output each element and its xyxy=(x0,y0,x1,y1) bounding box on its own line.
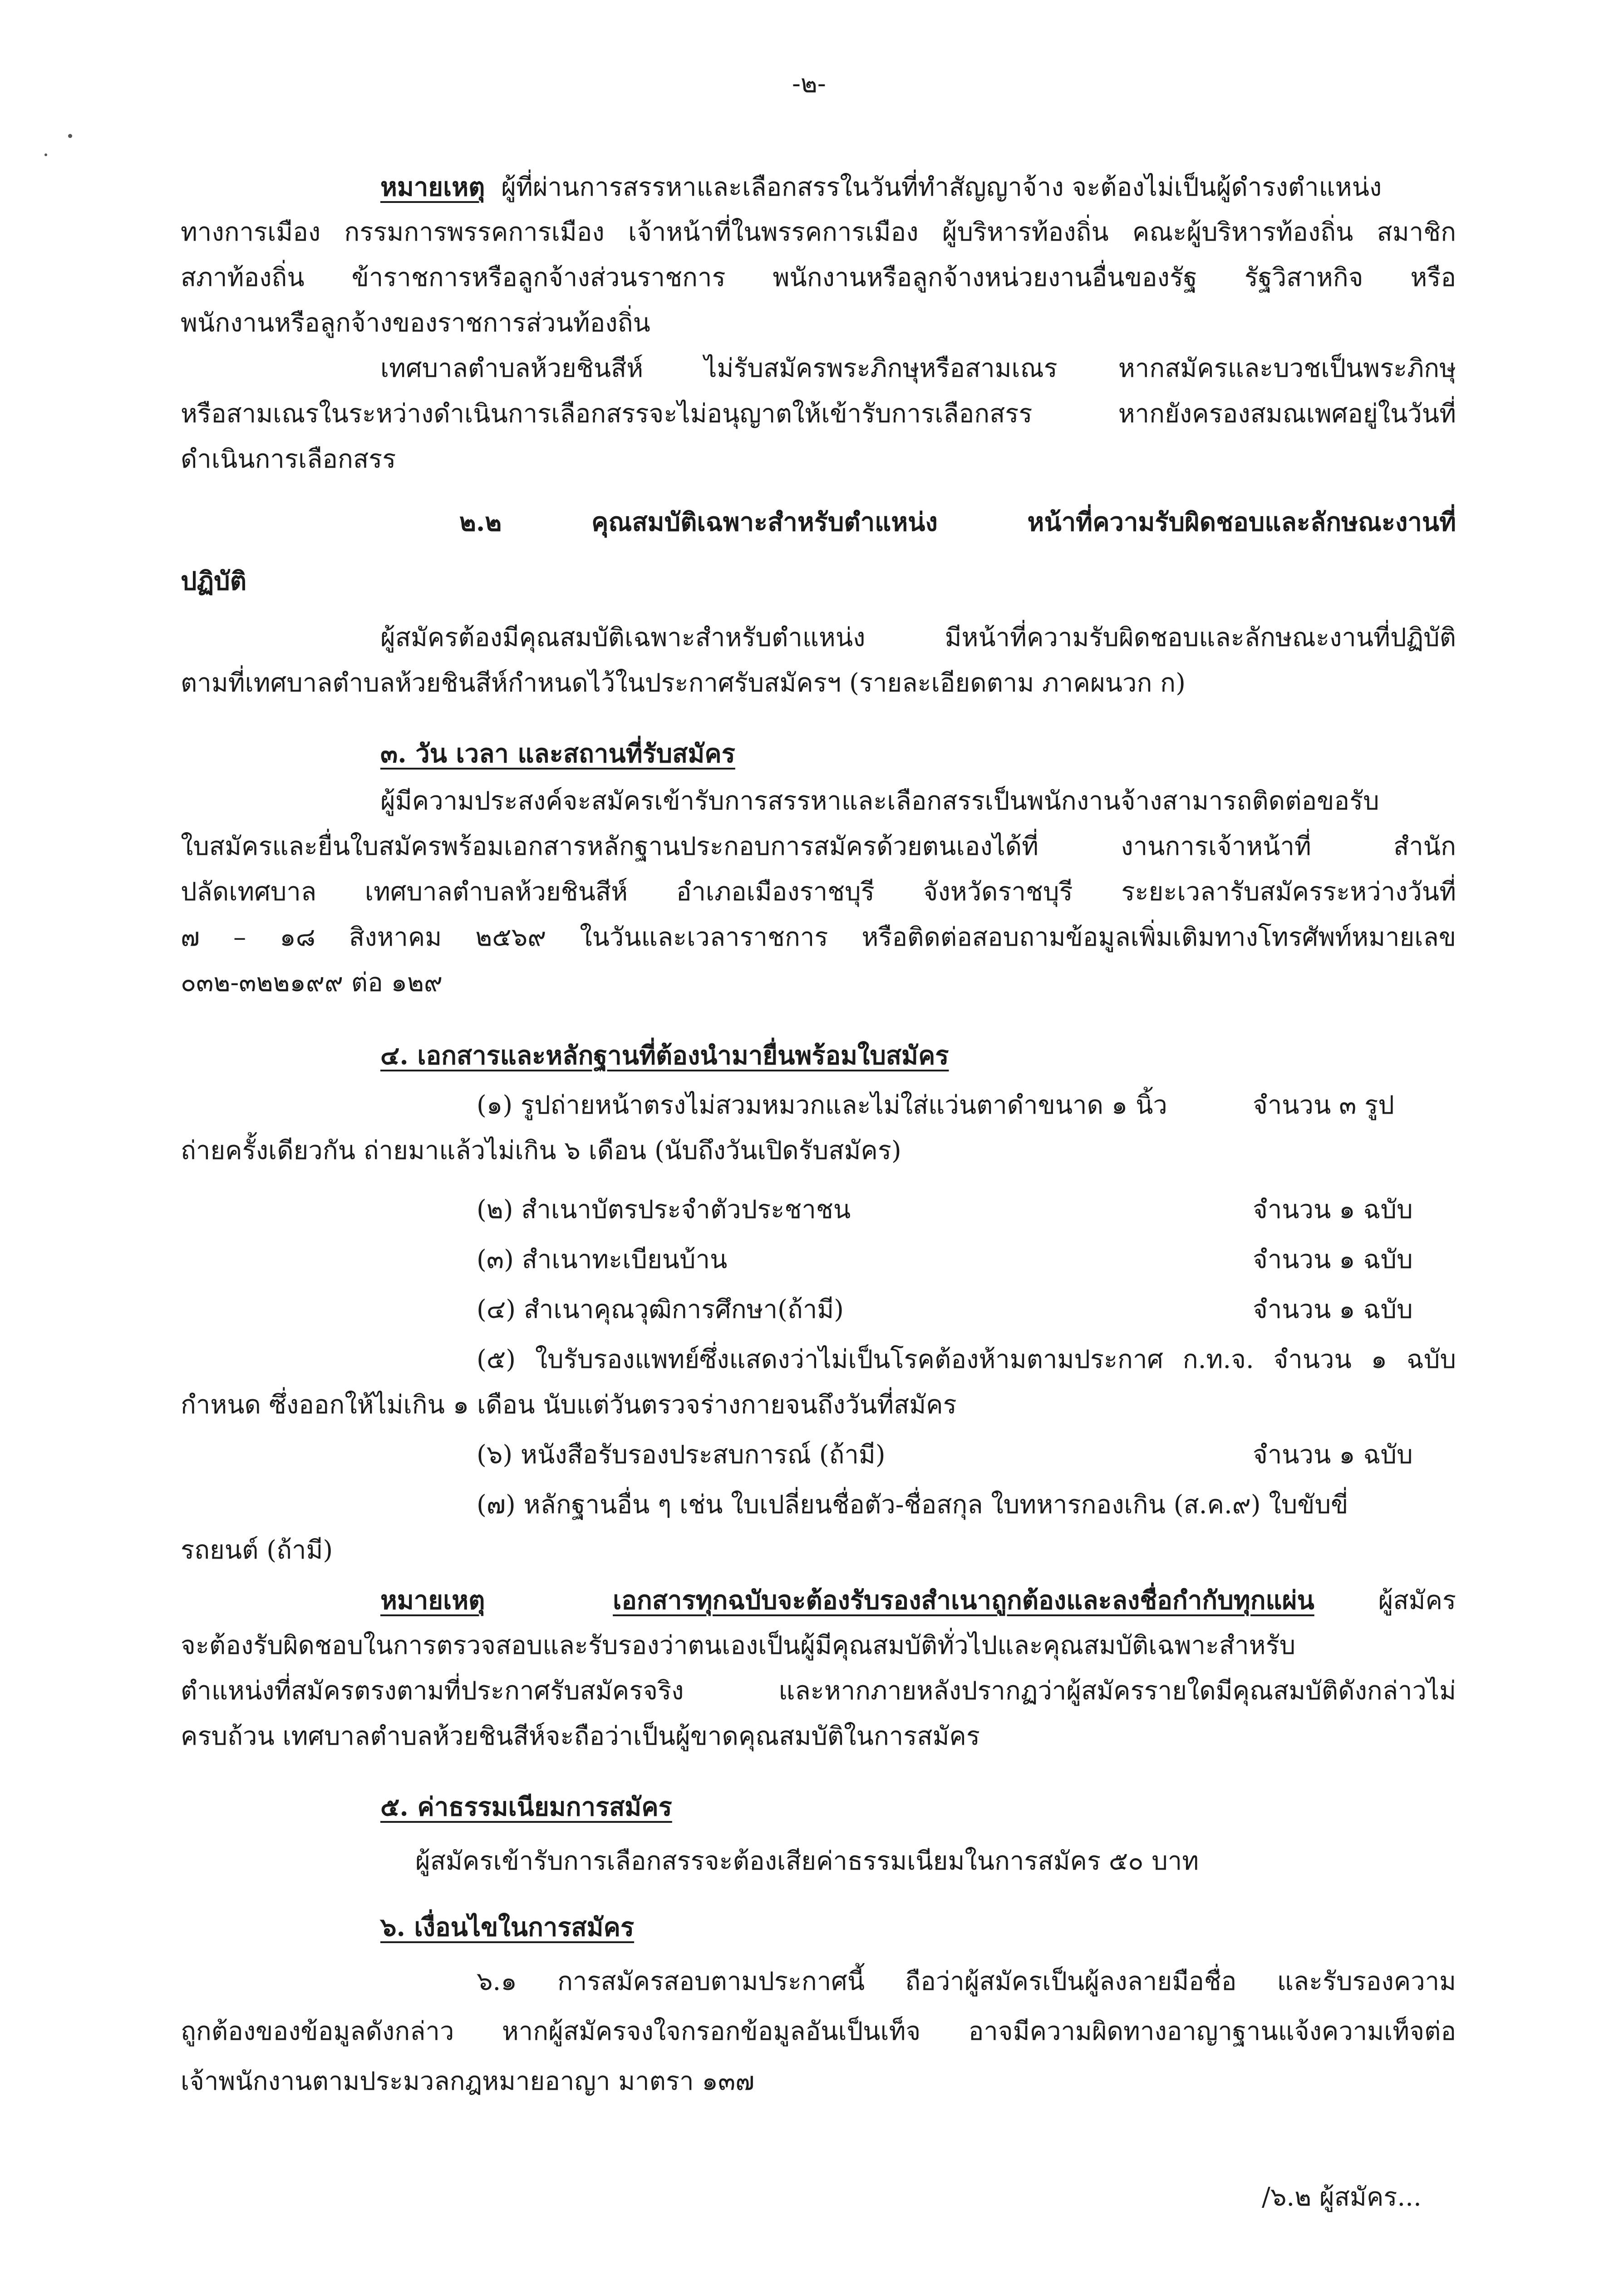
document-item-7: (๗) หลักฐานอื่น ๆ เช่น ใบเปลี่ยนชื่อตัว-ชื่อสกุล ใบทหารกองเกิน (ส.ค.๙) ใบขับขี่ xyxy=(477,1490,1348,1520)
document-item-7-cont: รถยนต์ (ถ้ามี) xyxy=(181,1535,333,1565)
note1-label: หมายเหตุ xyxy=(380,172,485,202)
monk-line2: หรือสามเณรในระหว่างดำเนินการเลือกสรรจะไม่อนุญาตให้เข้ารับการเลือกสรร หากยังครองสมณเพศอยู่ในวันที่ xyxy=(181,399,1456,429)
note2-label: หมายเหตุ xyxy=(380,1585,485,1615)
document-item-5: (๕) ใบรับรองแพทย์ซึ่งแสดงว่าไม่เป็นโรคต้องห้ามตามประกาศ ก.ท.จ. จำนวน ๑ ฉบับ xyxy=(477,1345,1456,1374)
scan-speck xyxy=(44,153,47,156)
section-3-line1: ผู้มีความประสงค์จะสมัครเข้ารับการสรรหาและเลือกสรรเป็นพนักงานจ้างสามารถติดต่อขอรับ xyxy=(380,786,1379,816)
section-3-line2: ใบสมัครและยื่นใบสมัครพร้อมเอกสารหลักฐานประกอบการสมัครด้วยตนเองได้ที่ งานการเจ้าหน้าที่ สำนัก xyxy=(181,832,1456,861)
section-5-line1: ผู้สมัครเข้ารับการเลือกสรรจะต้องเสียค่าธรรมเนียมในการสมัคร ๕๐ บาท xyxy=(415,1846,1199,1876)
document-item-1: (๑) รูปถ่ายหน้าตรงไม่สวมหมวกและไม่ใส่แว่นตาดำขนาด ๑ นิ้ว xyxy=(477,1091,1167,1120)
section-3-line4: ๗ – ๑๘ สิงหาคม ๒๕๖๙ ในวันและเวลาราชการ หรือติดต่อสอบถามข้อมูลเพิ่มเติมทางโทรศัพท์หมายเลข xyxy=(181,923,1456,952)
monk-line3: ดำเนินการเลือกสรร xyxy=(181,444,396,474)
section-3-line5: ๐๓๒-๓๒๒๑๙๙ ต่อ ๑๒๙ xyxy=(181,968,443,997)
note2-emphasis: เอกสารทุกฉบับจะต้องรับรองสำเนาถูกต้องและลงชื่อกำกับทุกแผ่น xyxy=(613,1585,1314,1615)
scan-speck xyxy=(68,134,72,138)
document-item-4: (๔) สำเนาคุณวุฒิการศึกษา(ถ้ามี) xyxy=(477,1295,844,1324)
note2-line2: จะต้องรับผิดชอบในการตรวจสอบและรับรองว่าตนเองเป็นผู้มีคุณสมบัติทั่วไปและคุณสมบัติเฉพาะสำหรับ xyxy=(181,1631,1296,1660)
note1-line4: พนักงานหรือลูกจ้างของราชการส่วนท้องถิ่น xyxy=(181,308,650,338)
document-item-1-cont: ถ่ายครั้งเดียวกัน ถ่ายมาแล้วไม่เกิน ๖ เดือน (นับถึงวันเปิดรับสมัคร) xyxy=(181,1136,901,1165)
section-6-heading: ๖. เงื่อนไขในการสมัคร xyxy=(380,1912,635,1942)
section-2-2-heading-cont: ปฏิบัติ xyxy=(181,566,247,596)
page-number: -๒- xyxy=(792,69,826,99)
document-item-6: (๖) หนังสือรับรองประสบการณ์ (ถ้ามี) xyxy=(477,1440,886,1470)
section-6-line1: ๖.๑ การสมัครสอบตามประกาศนี้ ถือว่าผู้สมัครเป็นผู้ลงลายมือชื่อ และรับรองความ xyxy=(477,1967,1456,1996)
document-item-2: (๒) สำเนาบัตรประจำตัวประชาชน xyxy=(477,1195,851,1224)
section-5-heading: ๕. ค่าธรรมเนียมการสมัคร xyxy=(380,1792,672,1822)
section-2-2-heading: ๒.๒ คุณสมบัติเฉพาะสำหรับตำแหน่ง หน้าที่ความรับผิดชอบและลักษณะงานที่ xyxy=(459,507,1456,537)
section-2-2-line1: ผู้สมัครต้องมีคุณสมบัติเฉพาะสำหรับตำแหน่ง มีหน้าที่ความรับผิดชอบและลักษณะงานที่ปฏิบัติ xyxy=(380,623,1456,652)
document-item-4-qty: จำนวน ๑ ฉบับ xyxy=(1253,1295,1413,1324)
document-item-6-qty: จำนวน ๑ ฉบับ xyxy=(1253,1440,1413,1470)
monk-line1: เทศบาลตำบลห้วยชินสีห์ ไม่รับสมัครพระภิกษุหรือสามเณร หากสมัครและบวชเป็นพระภิกษุ xyxy=(380,354,1456,383)
note1-line3: สภาท้องถิ่น ข้าราชการหรือลูกจ้างส่วนราชการ พนักงานหรือลูกจ้างหน่วยงานอื่นของรัฐ รัฐวิสาหกิจ หรือ xyxy=(181,263,1456,292)
continuation-marker: /๖.๒ ผู้สมัคร... xyxy=(1262,2182,1422,2212)
document-item-3: (๓) สำเนาทะเบียนบ้าน xyxy=(477,1245,728,1274)
section-3-heading: ๓. วัน เวลา และสถานที่รับสมัคร xyxy=(380,739,735,769)
note2-line4: ครบถ้วน เทศบาลตำบลห้วยชินสีห์จะถือว่าเป็นผู้ขาดคุณสมบัติในการสมัคร xyxy=(181,1722,980,1751)
document-item-3-qty: จำนวน ๑ ฉบับ xyxy=(1253,1245,1413,1274)
note1-line1: หมายเหตุ ผู้ที่ผ่านการสรรหาและเลือกสรรในวันที่ทำสัญญาจ้าง จะต้องไม่เป็นผู้ดำรงตำแหน่ง xyxy=(380,172,1382,202)
section-6-line3: เจ้าพนักงานตามประมวลกฎหมายอาญา มาตรา ๑๓๗ xyxy=(181,2067,755,2096)
document-item-1-qty: จำนวน ๓ รูป xyxy=(1253,1091,1394,1120)
section-2-2-line2: ตามที่เทศบาลตำบลห้วยชินสีห์กำหนดไว้ในประกาศรับสมัครฯ (รายละเอียดตาม ภาคผนวก ก) xyxy=(181,668,1186,698)
note2-line1: หมายเหตุ เอกสารทุกฉบับจะต้องรับรองสำเนาถูกต้องและลงชื่อกำกับทุกแผ่น ผู้สมัคร xyxy=(380,1585,1456,1615)
note1-line2: ทางการเมือง กรรมการพรรคการเมือง เจ้าหน้าที่ในพรรคการเมือง ผู้บริหารท้องถิ่น คณะผู้บริหารท้องถิ่น สมาชิก xyxy=(181,217,1456,247)
section-3-line3: ปลัดเทศบาล เทศบาลตำบลห้วยชินสีห์ อำเภอเมืองราชบุรี จังหวัดราชบุรี ระยะเวลารับสมัครระหว่างวันที่ xyxy=(181,877,1456,907)
section-4-heading: ๔. เอกสารและหลักฐานที่ต้องนำมายื่นพร้อมใบสมัคร xyxy=(380,1041,949,1071)
note2-line3: ตำแหน่งที่สมัครตรงตามที่ประกาศรับสมัครจริง และหากภายหลังปรากฏว่าผู้สมัครรายใดมีคุณสมบัติดังกล่าวไม่ xyxy=(181,1676,1456,1706)
document-item-2-qty: จำนวน ๑ ฉบับ xyxy=(1253,1195,1413,1224)
section-6-line2: ถูกต้องของข้อมูลดังกล่าว หากผู้สมัครจงใจกรอกข้อมูลอันเป็นเท็จ อาจมีความผิดทางอาญาฐานแจ้งความเท็จต่อ xyxy=(181,2017,1456,2046)
document-item-5-cont: กำหนด ซึ่งออกให้ไม่เกิน ๑ เดือน นับแต่วันตรวจร่างกายจนถึงวันที่สมัคร xyxy=(181,1390,957,1420)
